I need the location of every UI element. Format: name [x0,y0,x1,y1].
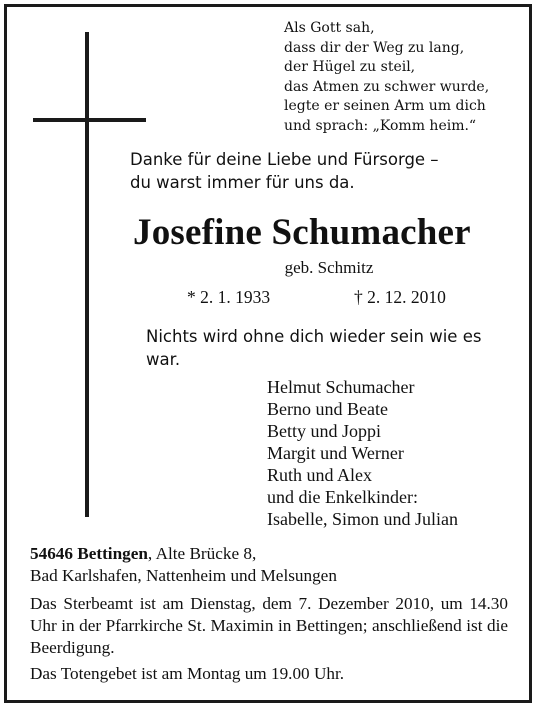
cross-horizontal-beam [33,118,146,122]
mourner-name: Ruth und Alex [267,465,373,485]
memorial-quote: Nichts wird ohne dich wieder sein wie es war. [146,327,482,369]
poem-line: das Atmen zu schwer wurde, [284,78,490,95]
poem-line: und sprach: „Komm heim.“ [284,117,477,134]
mourner-name: Isabelle, Simon und Julian [267,509,458,529]
prayer-info: Das Totengebet ist am Montag um 19.00 Uhr. [30,664,345,683]
funeral-service-info: Das Sterbeamt ist am Dienstag, dem 7. Dezember 2010, um 14.30 Uhr in der Pfarrkirche St. Maximin in Bettingen; anschließend ist die Beerdigung. [30,594,508,657]
thanks-line: du warst immer für uns da. [130,173,355,192]
mourner-name: Helmut Schumacher [267,377,415,397]
poem-line: Als Gott sah, [284,20,375,36]
address-street: , Alte Brücke 8, [147,544,257,563]
thanks-text [130,148,439,194]
poem-line: der Hügel zu steil, [284,59,416,75]
mourner-name: und die Enkelkinder: [267,487,418,507]
death-date: † 2. 12. 2010 [354,287,446,307]
mourner-name: Berno und Beate [267,399,388,419]
footer-info [30,543,508,685]
mourners-list [267,376,458,530]
maiden-name: geb. Schmitz [284,258,374,277]
deceased-name: Josefine Schumacher [133,212,471,253]
poem-line: legte er seinen Arm um dich [284,98,486,114]
family-places: Bad Karlshafen, Nattenheim und Melsungen [30,566,337,585]
address-postal-town: 54646 Bettingen [30,544,148,563]
poem-line: dass dir der Weg zu lang, [284,39,465,56]
thanks-line: Danke für deine Liebe und Fürsorge – [130,150,439,169]
mourner-name: Betty und Joppi [267,421,382,441]
mourner-name: Margit und Werner [267,443,404,463]
poem [284,19,489,136]
birth-date: * 2. 1. 1933 [187,287,271,307]
address-line [30,543,508,565]
